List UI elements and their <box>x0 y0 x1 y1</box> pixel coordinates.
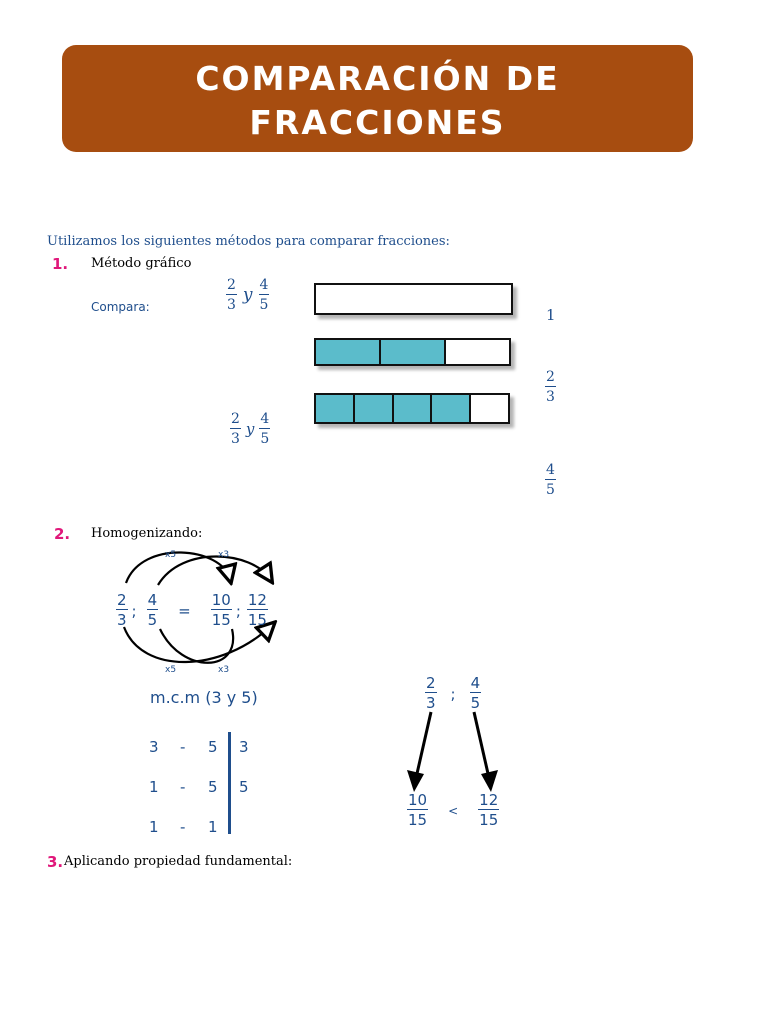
bar-segment-empty <box>471 395 508 422</box>
value-two-thirds: $\frac{2}{3}$ <box>546 369 555 405</box>
method-1-title: Método gráfico <box>91 256 192 271</box>
homogenize-equation <box>116 593 268 628</box>
method-3-number: 3. <box>47 853 64 871</box>
bar-two-thirds <box>314 338 511 366</box>
multiplier-bottom-1: x5 <box>165 665 177 675</box>
method-3-title: Aplicando propiedad fundamental: <box>64 854 293 869</box>
conjunction: y <box>242 285 253 305</box>
mcm-title: m.c.m (3 y 5) <box>150 688 258 707</box>
intro-text: Utilizamos los siguientes métodos para comparar fracciones: <box>47 234 450 249</box>
fraction-2-3: $\frac{2}{3}$ <box>117 591 127 629</box>
bar-segment-filled <box>394 395 433 422</box>
fraction-pair-top <box>226 278 269 312</box>
bar-whole <box>314 283 513 315</box>
bar-segment-filled <box>316 395 355 422</box>
bar-segment-filled <box>432 395 471 422</box>
fraction-12-15: $\frac{12}{15}$ <box>479 791 499 829</box>
compara-label: Compara: <box>91 300 150 314</box>
compare-arrows <box>400 708 510 794</box>
fraction-pair-bottom <box>230 412 270 446</box>
less-than-sign: < <box>448 803 459 818</box>
bar-four-fifths <box>314 393 510 424</box>
bar-segment-empty <box>316 285 511 313</box>
fraction-10-15: $\frac{10}{15}$ <box>408 791 428 829</box>
separator: ; <box>235 601 241 620</box>
title-line-1: COMPARACIÓN DE <box>195 59 560 98</box>
fraction-2-3: $\frac{2}{3}$ <box>426 674 436 712</box>
multiplier-top-1: x5 <box>165 550 177 560</box>
compare-bottom <box>407 793 499 828</box>
value-one: 1 <box>546 306 556 324</box>
fraction-4-5: $\frac{4}{5}$ <box>259 277 269 313</box>
value-four-fifths: $\frac{4}{5}$ <box>546 462 555 498</box>
compare-top <box>425 676 481 711</box>
fraction-2-3: $\frac{2}{3}$ <box>227 277 236 313</box>
conjunction: y <box>245 420 255 438</box>
fraction-2-3: $\frac{2}{3}$ <box>231 411 240 447</box>
separator: ; <box>450 684 456 703</box>
bar-segment-filled <box>316 340 381 364</box>
title-line-2: FRACCIONES <box>249 103 506 142</box>
separator: ; <box>131 601 137 620</box>
fraction-4-5: $\frac{4}{5}$ <box>147 591 158 629</box>
method-2-number: 2. <box>54 525 71 543</box>
mcm-row: 1 - 5 5 <box>149 778 249 796</box>
multiplier-bottom-2: x3 <box>218 665 230 675</box>
arrow-bottom-2 <box>160 629 233 663</box>
bar-segment-filled <box>355 395 394 422</box>
bar-segment-empty <box>446 340 509 364</box>
fraction-12-15: $\frac{12}{15}$ <box>247 591 267 629</box>
method-2-title: Homogenizando: <box>91 526 203 541</box>
bar-segment-filled <box>381 340 446 364</box>
multiplier-top-2: x3 <box>218 550 230 560</box>
fraction-4-5: $\frac{4}{5}$ <box>470 674 481 712</box>
arrow-right <box>474 712 489 778</box>
fraction-4-5: $\frac{4}{5}$ <box>260 411 270 447</box>
method-1-number: 1. <box>52 255 69 273</box>
arrow-bottom-1 <box>124 625 272 662</box>
fraction-10-15: $\frac{10}{15}$ <box>211 591 231 629</box>
arrow-left <box>416 712 431 778</box>
mcm-row: 1 - 1 <box>149 818 218 836</box>
mcm-divider <box>228 732 231 834</box>
equals-sign: = <box>178 601 191 620</box>
mcm-table <box>149 738 269 858</box>
mcm-row: 3 - 5 3 <box>149 738 249 756</box>
title-banner <box>62 45 693 152</box>
